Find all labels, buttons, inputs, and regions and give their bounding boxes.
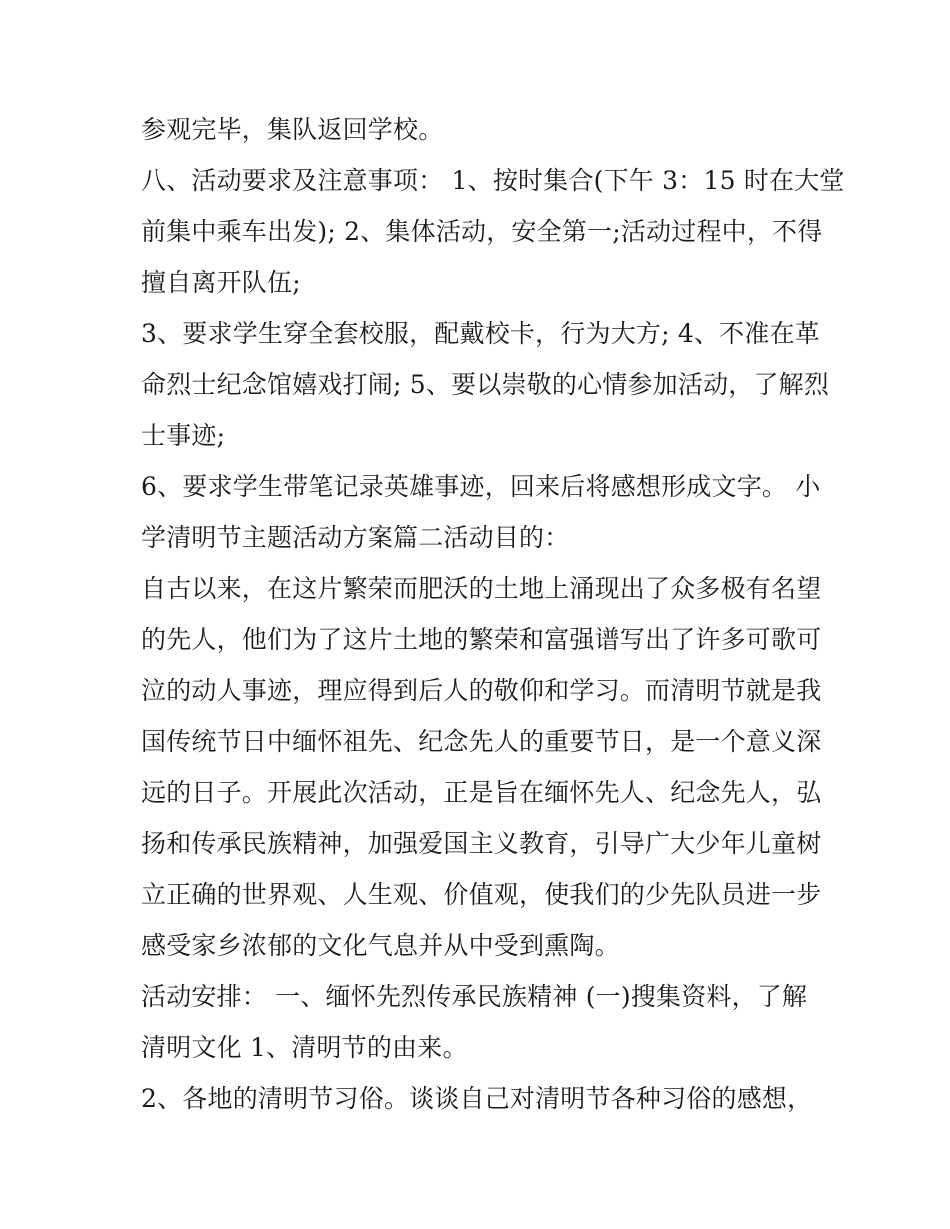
text-line: 远的日子。开展此次活动，正是旨在缅怀先人、纪念先人，弘	[141, 778, 822, 807]
text-line: 学清明节主题活动方案篇二活动目的：	[141, 523, 570, 552]
text-line: 扬和传承民族精神，加强爱国主义教育，引导广大少年儿童树	[141, 829, 822, 858]
text-line: 自古以来，在这片繁荣而肥沃的土地上涌现出了众多极有名望	[141, 574, 822, 603]
text-line: 国传统节日中缅怀祖先、纪念先人的重要节日，是一个意义深	[141, 727, 822, 756]
text-line: 活动安排： 一、缅怀先烈传承民族精神 (一)搜集资料，了解	[141, 982, 808, 1011]
text-line: 清明文化 1、清明节的由来。	[141, 1033, 468, 1062]
text-line: 八、活动要求及注意事项： 1、按时集合(下午 3：15 时在大堂	[141, 166, 845, 195]
text-line: 士事迹;	[141, 421, 226, 450]
text-line: 立正确的世界观、人生观、价值观，使我们的少先队员进一步	[141, 880, 822, 909]
text-line: 命烈士纪念馆嬉戏打闹; 5、要以崇敬的心情参加活动，了解烈	[141, 370, 830, 399]
text-line: 2、各地的清明节习俗。谈谈自己对清明节各种习俗的感想，	[141, 1084, 813, 1113]
text-line: 泣的动人事迹，理应得到后人的敬仰和学习。而清明节就是我	[141, 676, 822, 705]
text-line: 6、要求学生带笔记录英雄事迹，回来后将感想形成文字。 小	[141, 472, 821, 501]
text-line: 前集中乘车出发); 2、集体活动，安全第一;活动过程中，不得	[141, 217, 823, 246]
text-line: 3、要求学生穿全套校服，配戴校卡，行为大方; 4、不准在革	[141, 319, 820, 348]
text-line: 的先人，他们为了这片土地的繁荣和富强谱写出了许多可歌可	[141, 625, 822, 654]
text-line: 感受家乡浓郁的文化气息并从中受到熏陶。	[141, 931, 620, 960]
text-line: 擅自离开队伍;	[141, 268, 301, 297]
text-line: 参观完毕，集队返回学校。	[141, 115, 444, 144]
